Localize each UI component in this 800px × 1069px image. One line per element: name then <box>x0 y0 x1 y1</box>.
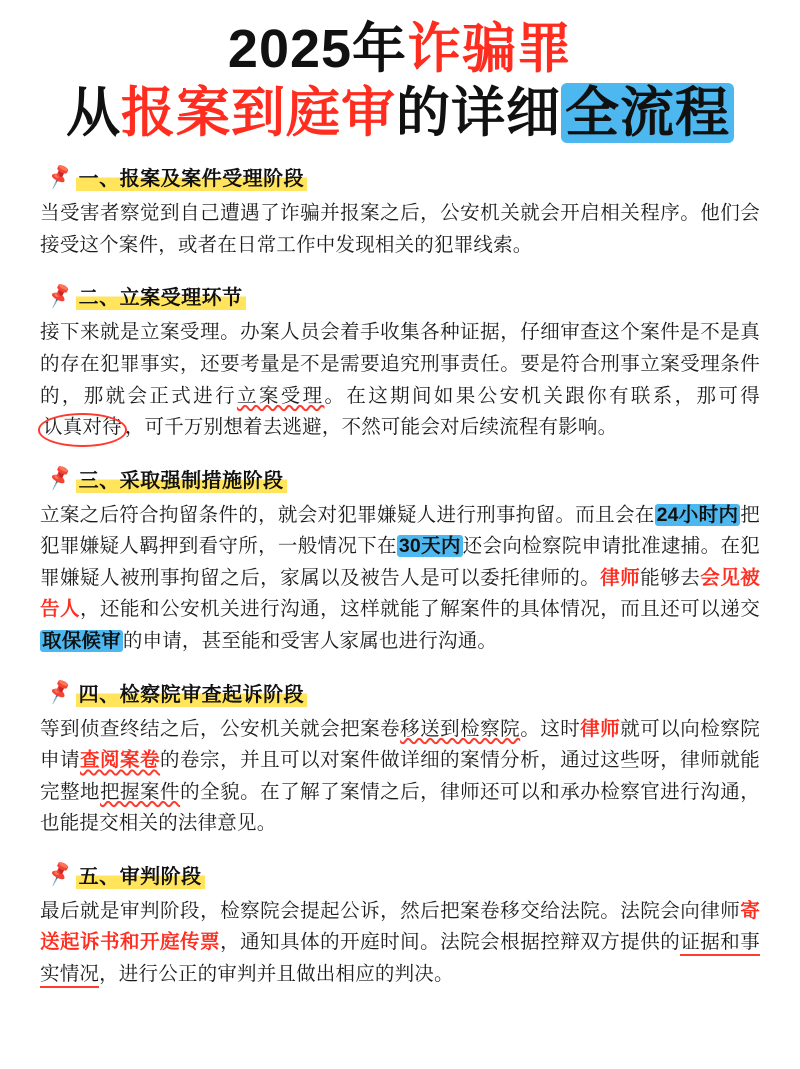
section-1-body <box>40 198 760 261</box>
text-run-emphasis: 移送到检察院 <box>400 717 521 740</box>
title-detail: 的详细 <box>396 83 561 144</box>
section-4-title: 四、检察院审查起诉阶段 <box>76 678 308 708</box>
title-year: 2025年 <box>227 19 408 79</box>
text-run: 。这时 <box>520 717 581 740</box>
text-run: 等到侦查终结之后，公安机关就会把案卷 <box>40 717 401 740</box>
text-run-red: 会见被告人 <box>40 566 760 621</box>
text-run: ，可千万别想着去逃避，不然可能会对后续流程有影响。 <box>124 416 618 439</box>
text-run: 当受害者察觉到自己遭遇了诈骗并报案之后，公安机关就会开启相关程序。他们会接受这个案件，或者在日常工作中发现相关的犯罪线索。 <box>40 202 760 256</box>
text-run: ，进行公正的审判并且做出相应的判决。 <box>99 963 454 986</box>
text-run-emphasis: 把握案件 <box>100 780 181 803</box>
title-crime: 诈骗罪 <box>407 19 573 79</box>
text-run: 的申请，甚至能和受害人家属也进行沟通。 <box>122 629 498 652</box>
text-run: ，通知具体的开庭时间。法院会根据控辩双方提供的 <box>220 931 681 954</box>
text-run: 能够去 <box>640 566 701 589</box>
text-run: 。在这期间如果公安机关跟你有联系，那可得 <box>324 384 760 407</box>
title-full-process: 全流程 <box>561 83 734 143</box>
pin-icon: 📌 <box>45 282 75 310</box>
text-run-red: 寄送起诉书和开庭传票 <box>40 899 760 954</box>
text-run: 立案之后符合拘留条件的，就会对犯罪嫌疑人进行刑事拘留。而且会在 <box>40 503 655 526</box>
text-run: 就可以向检察院申请 <box>40 717 760 772</box>
text-run: 把犯罪嫌疑人羁押到看守所，一般情况下在 <box>40 503 760 558</box>
section-1-title: 一、报案及案件受理阶段 <box>76 162 308 192</box>
pin-icon: 📌 <box>45 861 75 889</box>
section-4 <box>40 678 760 840</box>
section-5 <box>40 860 760 991</box>
section-4-body <box>40 714 760 840</box>
section-3 <box>40 464 760 658</box>
title-line-2 <box>40 82 760 144</box>
text-run: 还会向检察院申请批准逮捕。在犯罪嫌疑人被刑事拘留之后，家属以及被告人是可以委托律师的。 <box>40 535 760 589</box>
text-run-red: 律师 <box>580 717 621 740</box>
section-2 <box>40 281 760 443</box>
text-run-highlight: 24小时内 <box>656 503 739 526</box>
pin-icon: 📌 <box>45 465 75 493</box>
pin-icon: 📌 <box>45 163 75 191</box>
pin-icon: 📌 <box>45 678 75 707</box>
text-run-circled: 认真对待 <box>40 412 125 444</box>
text-run-underline: 证据和事实情况 <box>40 931 760 988</box>
title-line-1 <box>40 18 760 80</box>
section-1 <box>40 162 760 261</box>
page-title <box>40 18 760 144</box>
section-5-header <box>45 860 760 890</box>
text-run: 最后就是审判阶段，检察院会提起公诉，然后把案卷移交给法院。法院会向律师 <box>40 899 741 922</box>
text-run-emphasis: 立案受理 <box>236 384 325 407</box>
section-2-header <box>45 281 760 311</box>
text-run: 的全貌。在了解了案情之后，律师还可以和承办检察官进行沟通，也能提交相关的法律意见。 <box>40 780 760 835</box>
section-1-header <box>45 162 760 192</box>
text-run-highlight: 30天内 <box>398 535 461 558</box>
title-from: 从 <box>66 83 121 144</box>
section-3-title: 三、采取强制措施阶段 <box>76 464 287 494</box>
text-run: 的卷宗，并且可以对案件做详细的案情分析，通过这些呀，律师就能完整地 <box>40 749 760 803</box>
text-run-red-emphasis: 查阅案卷 <box>80 749 161 772</box>
section-5-body <box>40 896 760 991</box>
text-run-red: 律师 <box>600 566 641 589</box>
section-3-body <box>40 500 760 658</box>
section-3-header <box>45 464 760 494</box>
text-run: 接下来就是立案受理。办案人员会着手收集各种证据，仔细审查这个案件是不是真的存在犯罪事实，还要考量是不是需要追究刑事责任。要是符合刑事立案受理条件的，那就会正式进行 <box>40 321 760 407</box>
section-5-title: 五、审判阶段 <box>76 860 205 890</box>
text-run: ，还能和公安机关进行沟通，这样就能了解案件的具体情况，而且还可以递交 <box>80 598 760 621</box>
section-4-header <box>45 678 760 708</box>
title-stage-range: 报案到庭审 <box>121 83 396 144</box>
section-2-title: 二、立案受理环节 <box>76 281 246 311</box>
section-2-body <box>40 317 760 443</box>
text-run-highlight: 取保候审 <box>42 629 121 652</box>
